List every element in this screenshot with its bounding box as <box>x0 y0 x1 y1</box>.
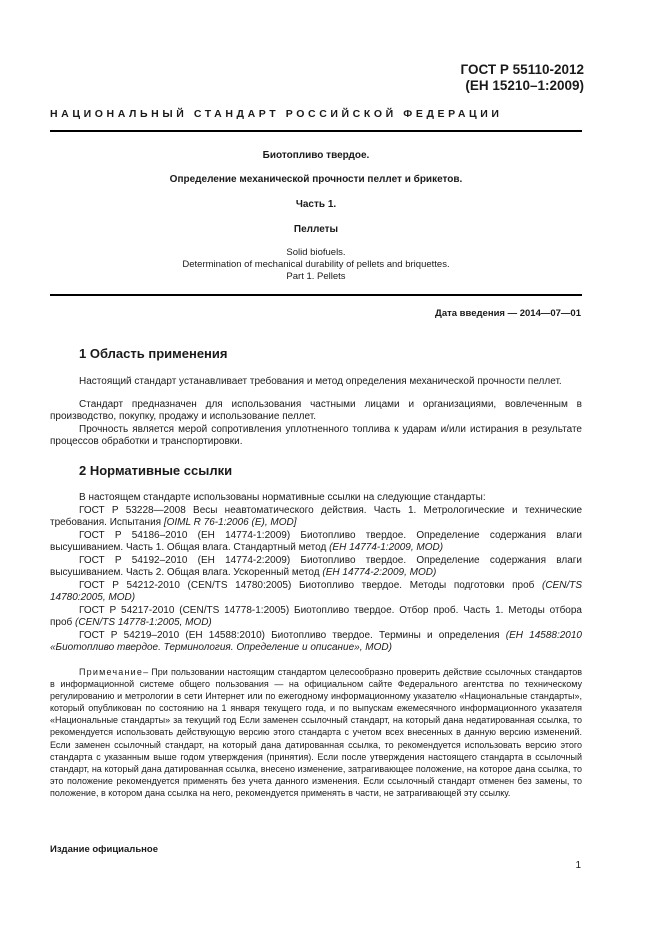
header-divider <box>50 130 582 132</box>
title-ru-line3: Часть 1. <box>295 199 337 210</box>
title-en-line1: Solid biofuels. <box>286 247 346 258</box>
standard-identifier <box>344 62 584 94</box>
section2-intro: В настоящем стандарте использованы нормативные ссылки на следующие стандарты: <box>79 492 486 503</box>
introduction-date: Дата введения — 2014—07—01 <box>435 308 581 319</box>
reference-item: ГОСТ Р 53228—2008 Весы неавтоматического действия. Часть 1. Метрологические и технические требования. Испытания [OIML R 76-1:2006 (E), MOD] <box>50 505 582 529</box>
reference-item: ГОСТ Р 54217-2010 (CEN/TS 14778-1:2005) Биотопливо твердое. Отбор проб. Часть 1. Методы отбора проб (CEN/TS 14778-1:2005, MOD) <box>50 605 582 629</box>
title-ru-line2: Определение механической прочности пеллет и брикетов. <box>169 174 463 185</box>
national-standard-title: НАЦИОНАЛЬНЫЙ СТАНДАРТ РОССИЙСКОЙ ФЕДЕРАЦИИ <box>50 108 503 120</box>
title-en-line2: Determination of mechanical durability of pellets and briquettes. <box>182 259 450 270</box>
section1-paragraph3: Прочность является мерой сопротивления уплотненного топлива к ударам и/или истирания в результате процессов обработки и транспортировки. <box>50 424 582 448</box>
reference-item: ГОСТ Р 54219–2010 (ЕН 14588:2010) Биотопливо твердое. Термины и определения (ЕН 14588:2010 «Биотопливо твердое. Терминология. Определение и описание», MOD) <box>50 630 582 654</box>
title-ru-line1: Биотопливо твердое. <box>262 150 370 161</box>
page-number: 1 <box>575 860 581 871</box>
note-label: Примечание <box>79 667 144 677</box>
standard-id: ГОСТ Р 55110-2012 <box>460 62 584 77</box>
reference-item: ГОСТ Р 54186–2010 (ЕН 14774-1:2009) Биотопливо твердое. Определение содержания влаги высушиванием. Часть 1. Общая влага. Стандартный метод (ЕН 14774-1:2009, MOD) <box>50 530 582 554</box>
title-divider <box>50 294 582 296</box>
section1-paragraph1: Настоящий стандарт устанавливает требования и метод определения механической прочности пеллет. <box>79 376 562 387</box>
section2-heading: 2 Нормативные ссылки <box>79 463 233 478</box>
official-edition-label: Издание официальное <box>50 844 158 855</box>
standard-equivalent: (ЕН 15210–1:2009) <box>465 78 584 93</box>
reference-item: ГОСТ Р 54212-2010 (CEN/TS 14780:2005) Биотопливо твердое. Методы подготовки проб (CEN/TS 14780:2005, MOD) <box>50 580 582 604</box>
title-en-line3: Part 1. Pellets <box>286 271 346 282</box>
title-ru-line4: Пеллеты <box>293 224 339 235</box>
section1-heading: 1 Область применения <box>79 346 228 361</box>
reference-note: Примечание– При пользовании настоящим стандартом целесообразно проверить действие ссылочных стандартов в информационной системе общего пользования — на официальном сайте Федерального агентства по техническому регулированию и метрологии в сети Интернет или по ежегодному информационному указателю «Национальные стандарты», который опубликован по состоянию на 1 января текущего года, и по выпускам ежемесячного информационного указателя «Национальные стандарты» за текущий год Если заменен ссылочный стандарт, на который дана недатированная ссылка, то рекомендуется использовать действующую версию этого стандарта с учетом всех внесенных в данную версию изменений. Если заменен ссылочный стандарт, на который дана датированная ссылка, то рекомендуется использовать версию этого стандарта с указанным выше годом утверждения (принятия). Если после утверждения настоящего стандарта в ссылочный стандарт, на который дана датированная ссылка, внесено изменение, затрагивающее положение, на которое дана ссылка, то это положение рекомендуется применять без учета данного изменения. Если ссылочный стандарт отменен без замены, то положение, в котором дана ссылка на него, рекомендуется применять в части, не затрагивающей эту ссылку. <box>50 667 582 798</box>
section1-paragraph2: Стандарт предназначен для использования частными лицами и организациями, вовлеченным в производство, покупку, продажу и использование пеллет. <box>50 399 582 423</box>
reference-item: ГОСТ Р 54192–2010 (ЕН 14774-2:2009) Биотопливо твердое. Определение содержания влаги высушиванием. Часть 2. Общая влага. Ускоренный метод (ЕН 14774-2:2009, MOD) <box>50 555 582 579</box>
